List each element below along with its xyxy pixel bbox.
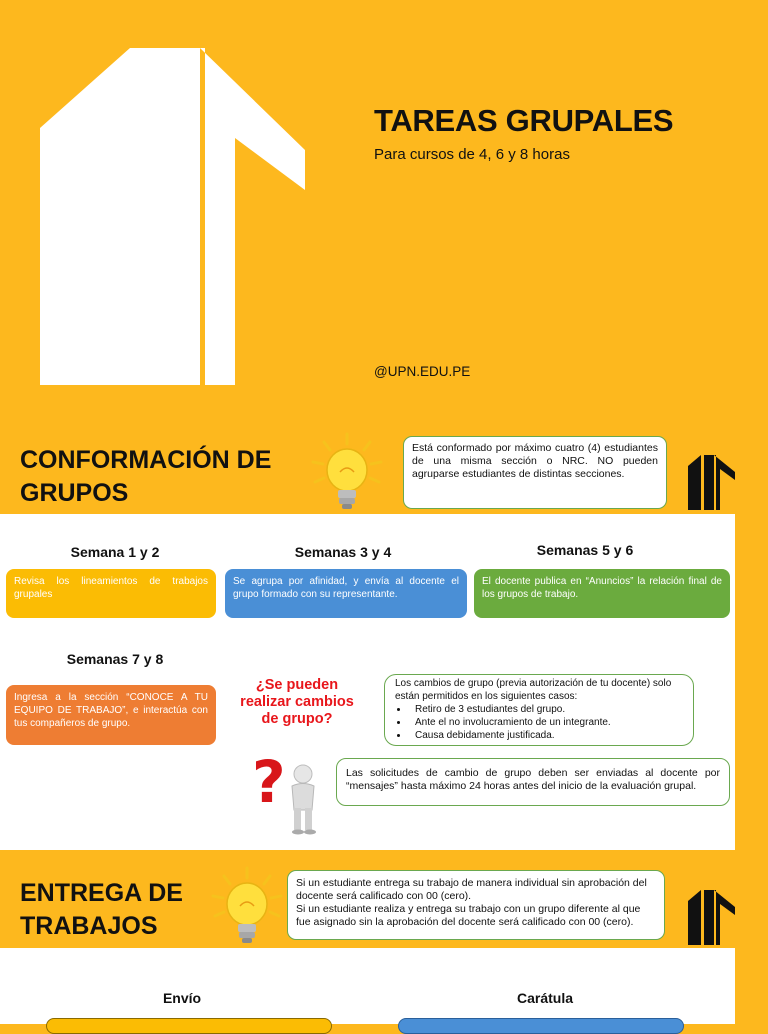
lightbulb-icon — [310, 432, 384, 512]
week-box-blue: Se agrupa por afinidad, y envía al docente el grupo formado con su representante. — [225, 569, 467, 618]
week-heading: Semanas 5 y 6 — [536, 542, 634, 558]
week-heading: Semanas 3 y 4 — [294, 544, 392, 560]
week-box-yellow: Revisa los lineamientos de trabajos grupales — [6, 569, 216, 618]
envio-box — [46, 1018, 332, 1034]
upn-logo-icon — [30, 40, 310, 390]
cambios-case-list — [395, 703, 683, 742]
section-conformacion-title: CONFORMACIÓN DE GRUPOS — [20, 446, 272, 507]
question-person-icon — [250, 746, 324, 836]
entrega-col-heading: Envío — [162, 990, 202, 1006]
upn-logo-icon — [688, 452, 736, 510]
content-panel-grupos — [0, 514, 735, 850]
week-heading: Semanas 7 y 8 — [66, 651, 164, 667]
conformacion-info-box: Está conformado por máximo cuatro (4) estudiantes de una misma sección o NRC. NO pueden agruparse estudiantes de distintas secciones. — [403, 436, 667, 509]
section-entrega-title: ENTREGA DE TRABAJOS — [20, 879, 183, 940]
caratula-box — [398, 1018, 684, 1034]
list-item: • Ante el no involucramiento de un integrante. — [409, 716, 683, 729]
week-box-green: El docente publica en “Anuncios” la relación final de los grupos de trabajo. — [474, 569, 730, 618]
list-item: • Retiro de 3 estudiantes del grupo. — [409, 703, 683, 716]
week-box-orange: Ingresa a la sección “CONOCE A TU EQUIPO DE TRABAJO”, e interactúa con tus compañeros de grupo. — [6, 685, 216, 745]
upn-logo-icon — [688, 887, 736, 945]
cambios-question: ¿Se pueden realizar cambios de grupo? — [240, 677, 354, 727]
entrega-info-box: Si un estudiante entrega su trabajo de manera individual sin aprobación del docente será calificado con 00 (cero). Si un estudiante realiza y entrega su trabajo con un grupo diferente al que fue asignado sin la aprobación del docente será calificado con 00 (cero). — [287, 870, 665, 940]
entrega-col-heading: Carátula — [516, 990, 574, 1006]
cambios-note-box: Las solicitudes de cambio de grupo deben ser enviadas al docente por “mensajes” hasta máximo 24 horas antes del inicio de la evaluación grupal. — [336, 758, 730, 806]
page-subtitle: Para cursos de 4, 6 y 8 horas — [374, 146, 570, 163]
list-item: • Causa debidamente justificada. — [409, 729, 683, 742]
social-handle: @UPN.EDU.PE — [374, 364, 471, 379]
content-panel-entrega — [0, 948, 735, 1024]
lightbulb-icon — [210, 866, 284, 946]
cambios-cases-box: Los cambios de grupo (previa autorización de tu docente) solo están permitidos en los siguientes casos: • Retiro de 3 estudiantes del grupo. • Ante el no involucramiento de un integrante. • Causa debidamente justificada. — [384, 674, 694, 746]
page-title: TAREAS GRUPALES — [374, 103, 674, 138]
svg-text:?: ? — [252, 748, 286, 816]
week-heading: Semana 1 y 2 — [70, 544, 160, 560]
